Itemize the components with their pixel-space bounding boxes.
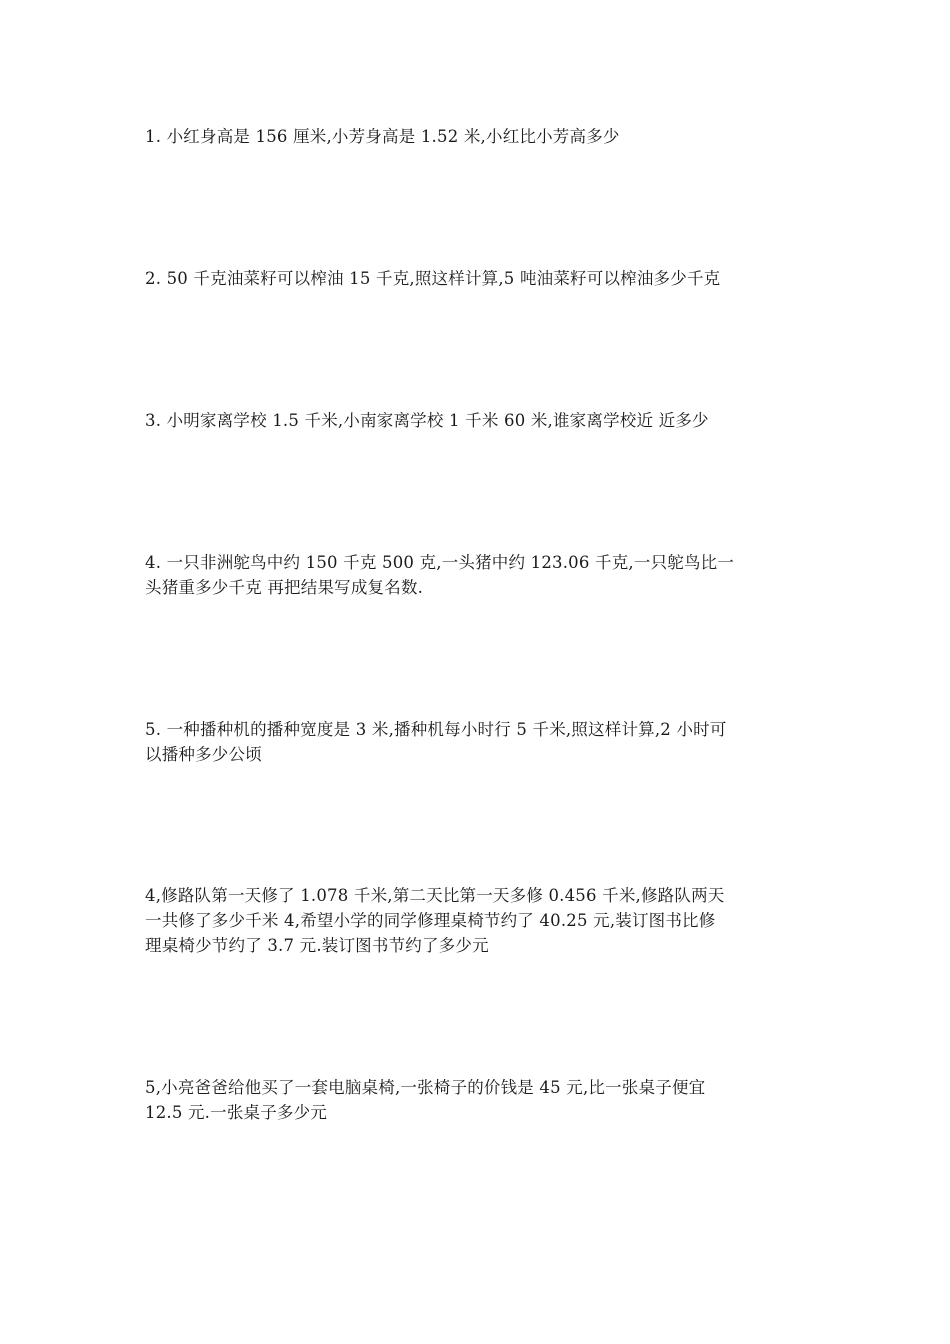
problem-6-line-3: 理桌椅少节约了 3.7 元.装订图书节约了多少元 (145, 936, 489, 955)
problem-2-text: 2. 50 千克油菜籽可以榨油 15 千克,照这样计算,5 吨油菜籽可以榨油多少千克 (145, 269, 721, 288)
problem-4-line-1: 4. 一只非洲鸵鸟中约 150 千克 500 克,一头猪中约 123.06 千克,一只鸵鸟比一 (145, 553, 735, 572)
problem-3-text: 3. 小明家离学校 1.5 千米,小南家离学校 1 千米 60 米,谁家离学校近 近多少 (145, 411, 709, 430)
problem-3 (145, 408, 810, 433)
problem-7-line-2: 12.5 元.一张桌子多少元 (145, 1103, 328, 1122)
problem-1 (145, 124, 810, 149)
problem-7 (145, 1075, 810, 1125)
problem-6 (145, 883, 810, 958)
problem-7-line-1: 5,小亮爸爸给他买了一套电脑桌椅,一张椅子的价钱是 45 元,比一张桌子便宜 (145, 1078, 706, 1097)
problem-5-line-1: 5. 一种播种机的播种宽度是 3 米,播种机每小时行 5 千米,照这样计算,2 小时可 (145, 720, 727, 739)
problem-5-line-2: 以播种多少公顷 (145, 745, 262, 764)
problem-1-text: 1. 小红身高是 156 厘米,小芳身高是 1.52 米,小红比小芳高多少 (145, 127, 620, 146)
problem-2 (145, 266, 810, 291)
problem-4-line-2: 头猪重多少千克 再把结果写成复名数. (145, 578, 424, 597)
problem-5 (145, 717, 810, 767)
problem-6-line-1: 4,修路队第一天修了 1.078 千米,第二天比第一天多修 0.456 千米,修路队两天 (145, 886, 725, 905)
problem-6-line-2: 一共修了多少千米 4,希望小学的同学修理桌椅节约了 40.25 元,装订图书比修 (145, 911, 716, 930)
problem-4 (145, 550, 810, 600)
